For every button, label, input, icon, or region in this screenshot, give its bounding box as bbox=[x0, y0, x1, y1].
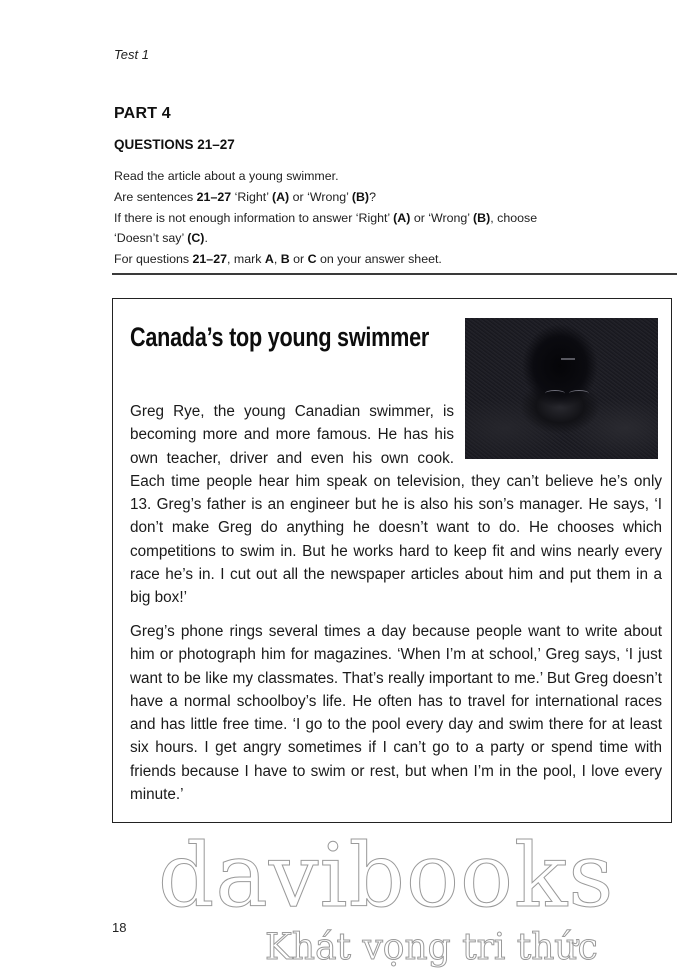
instruction-text: Are sentences bbox=[114, 190, 197, 204]
photo-detail bbox=[545, 390, 565, 397]
instruction-text: , choose bbox=[490, 211, 538, 225]
photo-detail bbox=[561, 358, 575, 360]
option-a: (A) bbox=[271, 190, 290, 204]
instruction-line-4 bbox=[114, 249, 584, 269]
instruction-text: ? bbox=[369, 190, 376, 204]
photo-detail bbox=[569, 390, 589, 397]
option-a: (A) bbox=[393, 211, 411, 225]
option-b: B bbox=[280, 252, 290, 266]
paragraph-text: Greg Rye, the young Canadian swimmer, is becoming more and more famous. He has his own teacher, driver and even his own cook. Each time people hear him speak on television, they can’t believe he’s only 13. Greg’s father is an engineer but he is also his son’s manager. He says, ‘I don’t make Greg do anything he doesn’t want to do. He chooses which competitions to swim in. But he works hard to keep fit and wins nearly every race he’s in. I cut out all the newspaper articles about him and put them in a big box!’ bbox=[130, 403, 662, 607]
running-head: Test 1 bbox=[114, 47, 149, 62]
section-divider bbox=[112, 273, 677, 275]
option-a: A bbox=[264, 252, 274, 266]
instruction-text: , bbox=[273, 252, 281, 266]
page-number: 18 bbox=[112, 920, 127, 935]
instruction-text: . bbox=[204, 231, 208, 245]
photo-wrap-spacer bbox=[454, 400, 662, 468]
instruction-line-2 bbox=[114, 187, 584, 207]
article-paragraph-2 bbox=[130, 620, 662, 806]
instruction-text: For questions bbox=[114, 252, 193, 266]
option-c: (C) bbox=[187, 231, 205, 245]
instruction-text: or bbox=[289, 252, 308, 266]
instructions bbox=[114, 166, 584, 269]
watermark-brand: davibooks bbox=[158, 824, 615, 927]
article-title: Canada’s top young swimmer bbox=[130, 322, 430, 352]
instruction-text: If there is not enough information to answer ‘Right’ bbox=[114, 211, 394, 225]
instruction-line-1 bbox=[114, 166, 584, 186]
question-range: 21–27 bbox=[192, 252, 227, 266]
article-paragraph-1 bbox=[130, 400, 662, 610]
option-c: C bbox=[307, 252, 317, 266]
instruction-text: Read the article about a young swimmer. bbox=[114, 169, 339, 183]
instruction-text: or ‘Wrong’ bbox=[410, 211, 474, 225]
instruction-line-3 bbox=[114, 208, 584, 248]
option-b: (B) bbox=[351, 190, 370, 204]
question-range: 21–27 bbox=[196, 190, 232, 204]
instruction-text: on your answer sheet. bbox=[316, 252, 442, 266]
paragraph-text: Greg’s phone rings several times a day because people want to write about him or photograph him for magazines. ‘When I’m at school,’ Greg says, ‘I just want to be like my classmates. That’s really important to me.’ But Greg doesn’t have a normal schoolboy’s life. He often has to travel for international races and has little free time. ‘I go to the pool every day and swim there for at least six hours. I get angry sometimes if I can’t go to a party or spend time with friends because I have to swim or rest, but when I’m in the pool, I love every minute.’ bbox=[130, 623, 662, 804]
instruction-text: or ‘Wrong’ bbox=[289, 190, 352, 204]
instruction-text: ‘Doesn’t say’ bbox=[114, 231, 188, 245]
instruction-text: , mark bbox=[226, 252, 265, 266]
part-title: PART 4 bbox=[114, 105, 171, 122]
instruction-text: ‘Right’ bbox=[231, 190, 272, 204]
option-b: (B) bbox=[473, 211, 491, 225]
questions-title: QUESTIONS 21–27 bbox=[114, 137, 235, 152]
watermark-tagline: Khát vọng tri thức bbox=[265, 927, 598, 968]
